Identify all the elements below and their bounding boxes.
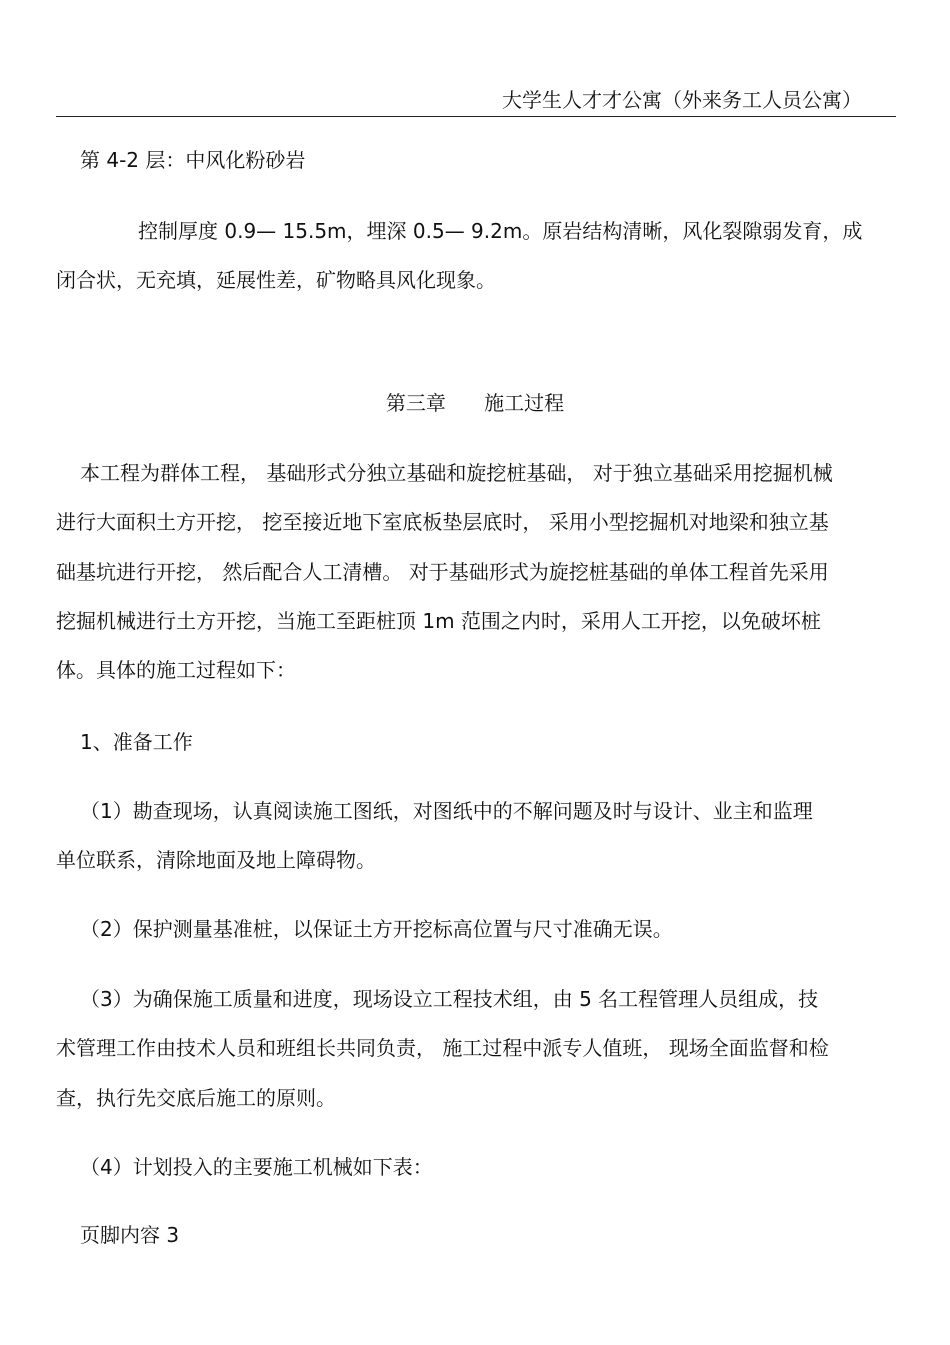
header-divider <box>56 116 896 117</box>
subsection-heading: 1、准备工作 <box>80 730 193 754</box>
list-item-line: 术管理工作由技术人员和班组长共同负责， 施工过程中派专人值班， 现场全面监督和检 <box>56 1036 829 1060</box>
list-item-line: （3）为确保施工质量和进度，现场设立工程技术组，由 5 名工程管理人员组成，技 <box>80 987 819 1011</box>
page-footer: 页脚内容 3 <box>80 1223 180 1247</box>
list-item-line: 查，执行先交底后施工的原则。 <box>56 1086 336 1110</box>
paragraph-line: 本工程为群体工程， 基础形式分独立基础和旋挖桩基础， 对于独立基础采用挖掘机械 <box>80 461 833 485</box>
list-item-line: 单位联系，清除地面及地上障碍物。 <box>56 848 376 872</box>
chapter-title: 第三章 施工过程 <box>385 391 565 415</box>
paragraph-line: 控制厚度 0.9— 15.5m，埋深 0.5— 9.2m。原岩结构清晰，风化裂隙弱发育，成 <box>138 219 863 243</box>
paragraph-line: 础基坑进行开挖， 然后配合人工清槽。 对于基础形式为旋挖桩基础的单体工程首先采用 <box>56 560 829 584</box>
page-header-title: 大学生人才才公寓（外来务工人员公寓） <box>502 88 862 112</box>
section-heading: 第 4-2 层：中风化粉砂岩 <box>80 148 306 172</box>
paragraph-line: 闭合状，无充填，延展性差，矿物略具风化现象。 <box>56 268 496 292</box>
paragraph-line: 挖掘机械进行土方开挖，当施工至距桩顶 1m 范围之内时，采用人工开挖，以免破坏桩 <box>56 609 821 633</box>
list-item-line: （1）勘查现场，认真阅读施工图纸，对图纸中的不解问题及时与设计、业主和监理 <box>80 799 813 823</box>
paragraph-line: 进行大面积土方开挖， 挖至接近地下室底板垫层底时， 采用小型挖掘机对地梁和独立基 <box>56 510 829 534</box>
paragraph-line: 体。具体的施工过程如下： <box>56 658 296 682</box>
list-item-line: （2）保护测量基准桩，以保证土方开挖标高位置与尺寸准确无误。 <box>80 917 673 941</box>
list-item-line: （4）计划投入的主要施工机械如下表： <box>80 1155 433 1179</box>
